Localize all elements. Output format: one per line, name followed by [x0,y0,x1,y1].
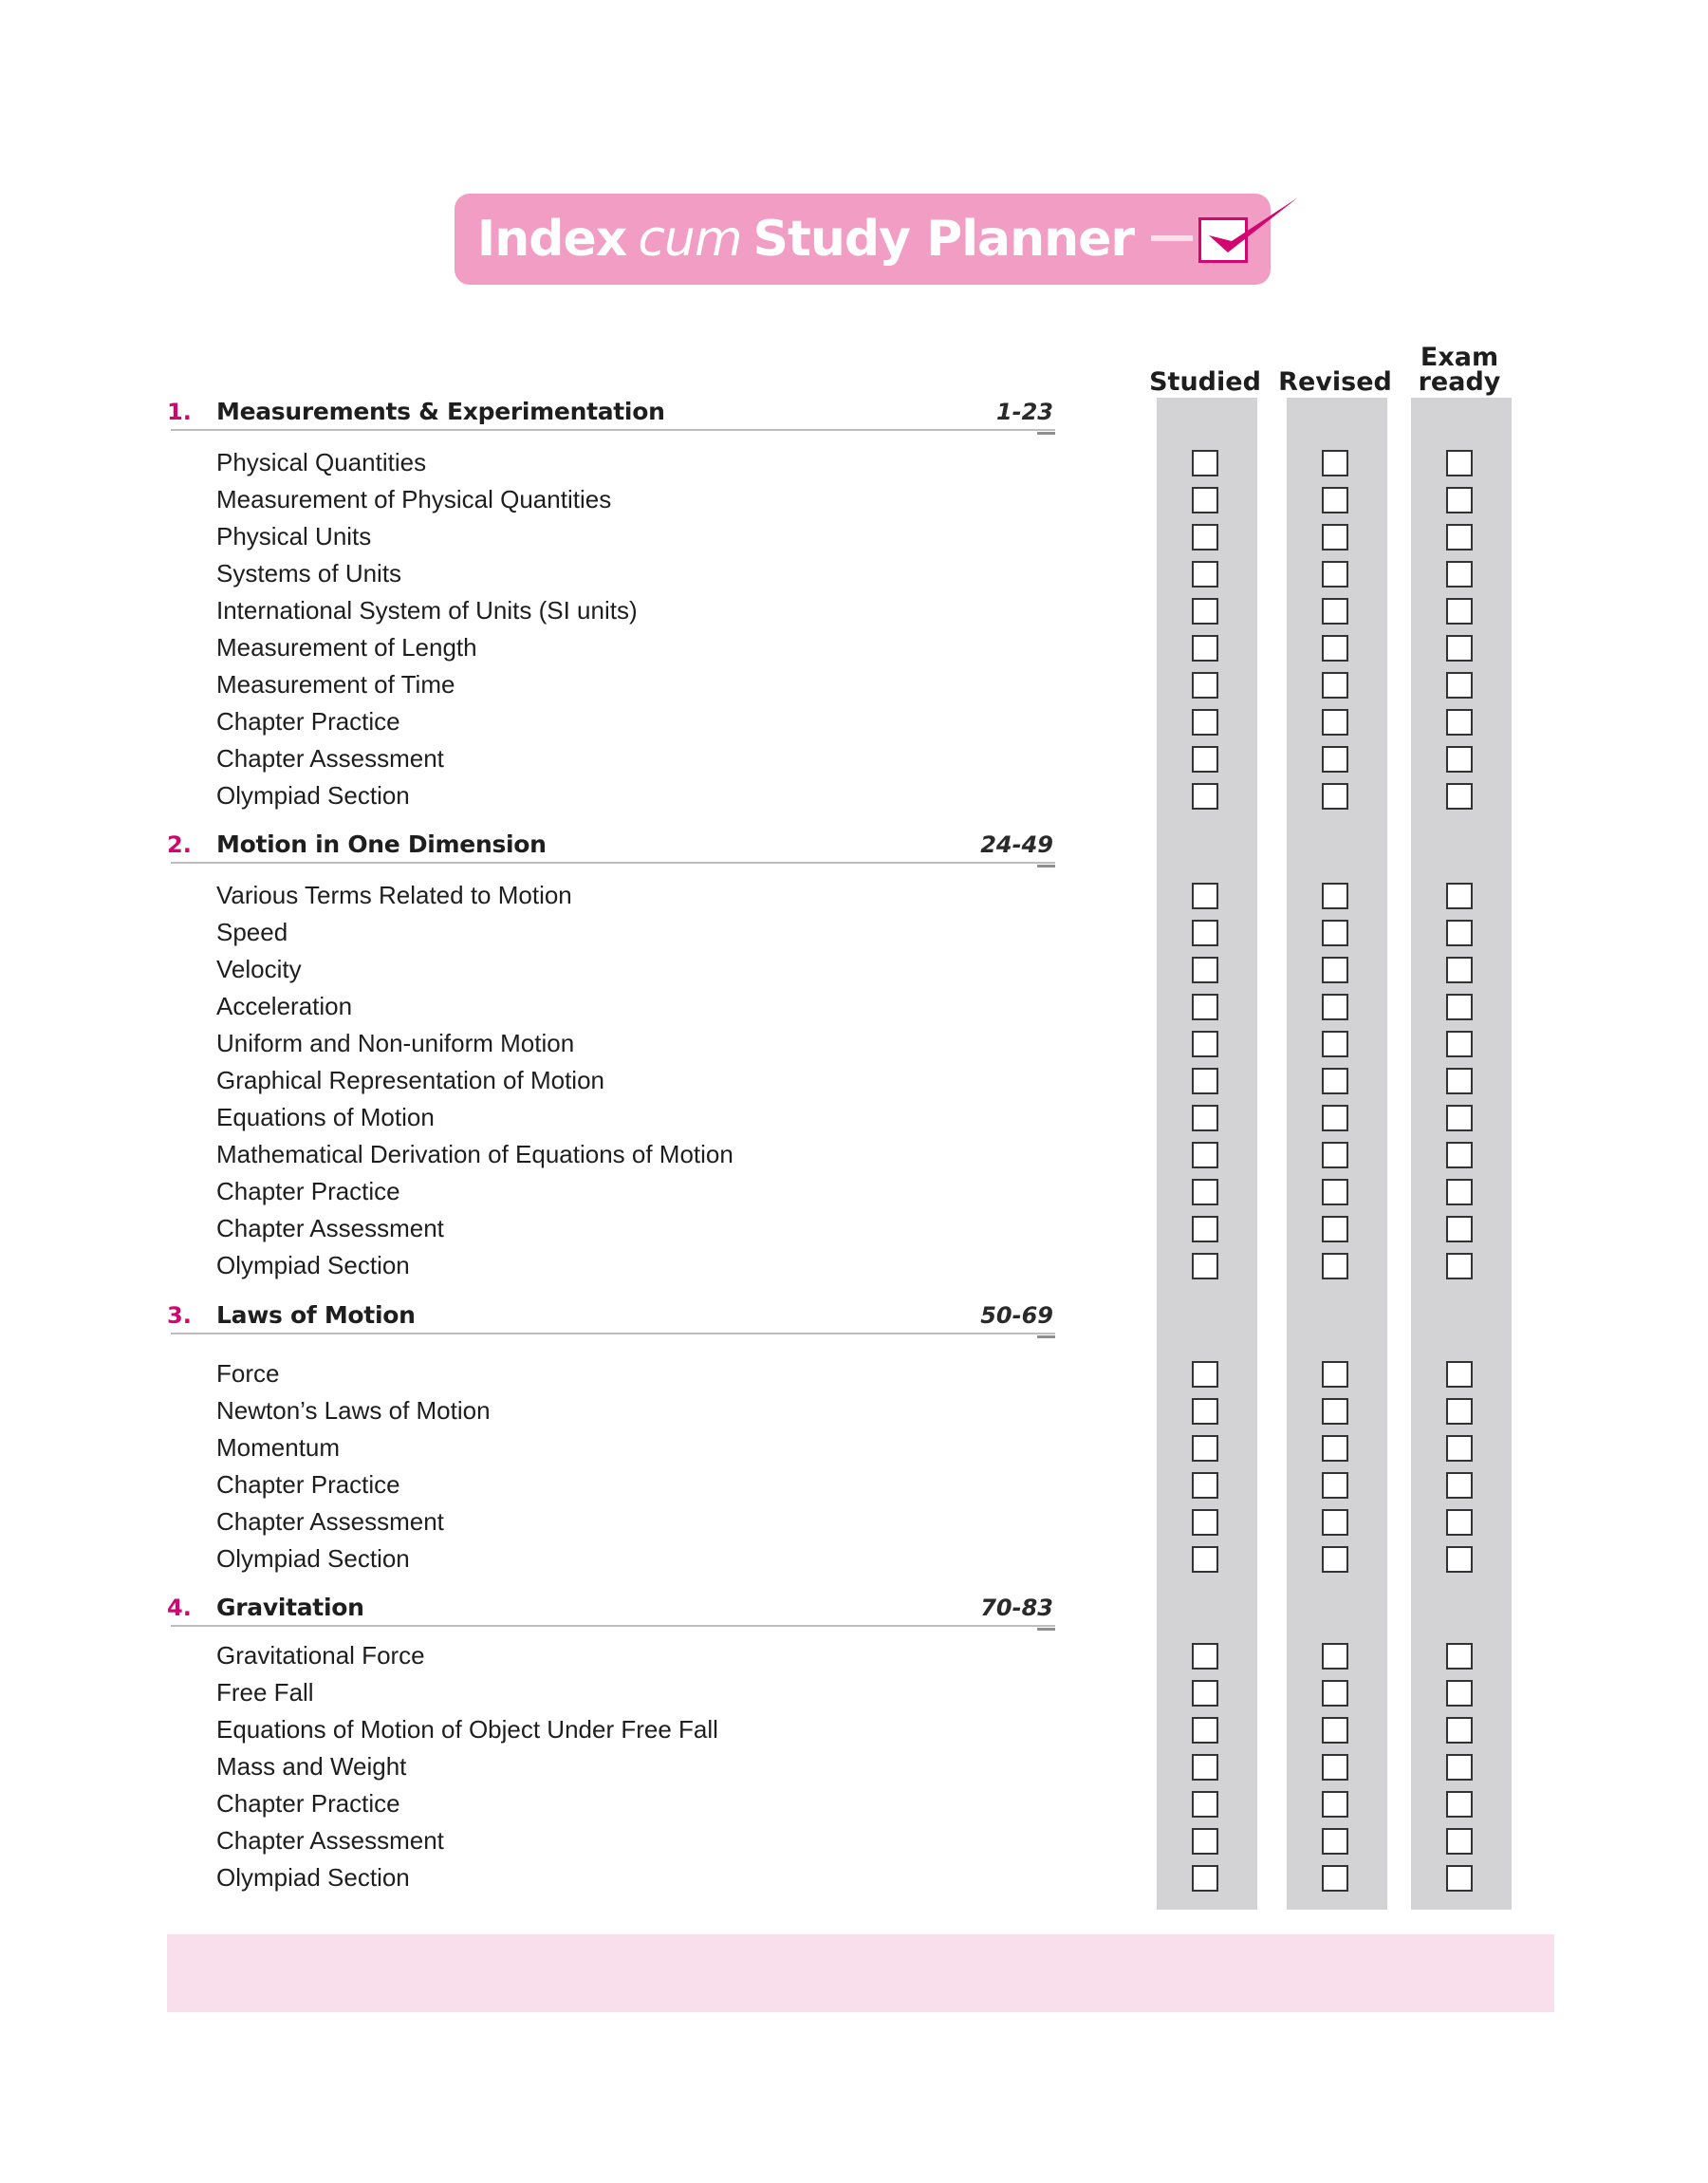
studied-checkbox[interactable] [1192,1546,1218,1573]
topic-item: Physical Units [216,522,372,550]
studied-checkbox[interactable] [1192,1643,1218,1670]
topic-item: Mathematical Derivation of Equations of Motion [216,1140,733,1168]
revised-checkbox[interactable] [1322,1361,1348,1388]
studied-checkbox[interactable] [1192,487,1218,513]
revised-checkbox[interactable] [1322,1216,1348,1242]
topic-item: Measurement of Physical Quantities [216,485,612,513]
chapter-divider [171,1333,1055,1334]
exam-ready-checkbox[interactable] [1446,1509,1473,1536]
topic-item: Mass and Weight [216,1752,407,1781]
exam-ready-checkbox[interactable] [1446,487,1473,513]
studied-checkbox[interactable] [1192,746,1218,773]
studied-checkbox[interactable] [1192,1031,1218,1057]
topic-item: Physical Quantities [216,448,427,476]
revised-checkbox[interactable] [1322,524,1348,550]
exam-ready-checkbox[interactable] [1446,957,1473,983]
revised-checkbox[interactable] [1322,635,1348,662]
exam-ready-checkbox[interactable] [1446,1068,1473,1094]
topic-item: Measurement of Time [216,670,455,699]
revised-checkbox[interactable] [1322,1435,1348,1462]
revised-checkbox[interactable] [1322,1398,1348,1425]
studied-checkbox[interactable] [1192,920,1218,946]
exam-ready-checkbox[interactable] [1446,1142,1473,1168]
topic-item: Acceleration [216,992,353,1020]
page-title [477,211,1248,268]
topic-item: Olympiad Section [216,781,410,810]
exam-ready-checkbox[interactable] [1446,1253,1473,1279]
topic-item: International System of Units (SI units) [216,596,638,625]
topic-item: Velocity [216,955,302,983]
checkmark-in-box-icon [1198,217,1248,263]
exam-ready-checkbox[interactable] [1446,1865,1473,1892]
revised-checkbox[interactable] [1322,561,1348,588]
exam-ready-checkbox[interactable] [1446,1546,1473,1573]
topic-item: Various Terms Related to Motion [216,881,572,909]
studied-checkbox[interactable] [1192,1105,1218,1131]
topic-item: Chapter Assessment [216,1507,444,1536]
studied-checkbox[interactable] [1192,1472,1218,1499]
revised-checkbox[interactable] [1322,1253,1348,1279]
revised-checkbox[interactable] [1322,672,1348,699]
revised-checkbox[interactable] [1322,1791,1348,1818]
studied-checkbox[interactable] [1192,635,1218,662]
studied-checkbox[interactable] [1192,1253,1218,1279]
revised-checkbox[interactable] [1322,783,1348,810]
topic-item: Chapter Practice [216,1177,400,1205]
revised-checkbox[interactable] [1322,1179,1348,1205]
topic-item: Olympiad Section [216,1863,410,1892]
exam-ready-checkbox[interactable] [1446,1031,1473,1057]
studied-checkbox[interactable] [1192,1680,1218,1707]
topic-item: Chapter Assessment [216,1826,444,1855]
revised-checkbox[interactable] [1322,1865,1348,1892]
studied-checkbox[interactable] [1192,450,1218,476]
chapter-number: 1. [167,399,192,425]
topic-item: Uniform and Non-uniform Motion [216,1029,575,1057]
exam-ready-checkbox[interactable] [1446,1361,1473,1388]
revised-checkbox[interactable] [1322,1754,1348,1781]
studied-checkbox[interactable] [1192,1216,1218,1242]
title-dash [1151,235,1193,241]
title-banner [455,194,1271,285]
topic-item: Force [216,1359,280,1388]
topic-item: Equations of Motion of Object Under Free Fall [216,1715,718,1744]
studied-checkbox[interactable] [1192,994,1218,1020]
exam-ready-checkbox[interactable] [1446,1435,1473,1462]
studied-checkbox[interactable] [1192,561,1218,588]
studied-checkbox[interactable] [1192,1865,1218,1892]
chapter-title: Laws of Motion [216,1301,416,1329]
title-part-cum: cum [638,211,742,268]
studied-checkbox[interactable] [1192,1828,1218,1855]
chapter-divider-mark [1037,865,1055,868]
revised-checkbox[interactable] [1322,1680,1348,1707]
revised-checkbox[interactable] [1322,1068,1348,1094]
revised-checkbox[interactable] [1322,883,1348,909]
studied-checkbox[interactable] [1192,1717,1218,1744]
studied-checkbox[interactable] [1192,524,1218,550]
chapter-divider [171,429,1055,431]
revised-checkbox[interactable] [1322,994,1348,1020]
revised-checkbox[interactable] [1322,1643,1348,1670]
exam-ready-checkbox[interactable] [1446,920,1473,946]
chapter-number: 3. [167,1302,192,1329]
chapter-title: Gravitation [216,1594,364,1621]
topic-item: Measurement of Length [216,633,477,662]
exam-ready-checkbox[interactable] [1446,598,1473,625]
topic-item: Free Fall [216,1678,314,1707]
column-heading-studied: Studied [1149,367,1261,397]
chapter-divider-mark [1037,432,1055,435]
studied-checkbox[interactable] [1192,1435,1218,1462]
topic-item: Graphical Representation of Motion [216,1066,605,1094]
exam-ready-checkbox[interactable] [1446,1680,1473,1707]
chapter-divider [171,862,1055,864]
revised-checkbox[interactable] [1322,957,1348,983]
column-heading-revised: Revised [1278,367,1392,397]
studied-checkbox[interactable] [1192,709,1218,736]
studied-checkbox[interactable] [1192,1398,1218,1425]
topic-item: Speed [216,918,288,946]
chapter-divider [171,1625,1055,1627]
exam-ready-checkbox[interactable] [1446,561,1473,588]
exam-ready-checkbox[interactable] [1446,1791,1473,1818]
topic-item: Momentum [216,1433,341,1462]
revised-checkbox[interactable] [1322,450,1348,476]
title-part-index: Index [476,211,627,268]
revised-checkbox[interactable] [1322,920,1348,946]
chapter-number: 2. [167,831,192,858]
revised-checkbox[interactable] [1322,1142,1348,1168]
chapter-number: 4. [167,1595,192,1621]
studied-checkbox[interactable] [1192,672,1218,699]
revised-checkbox[interactable] [1322,1546,1348,1573]
studied-checkbox[interactable] [1192,1068,1218,1094]
revised-checkbox[interactable] [1322,709,1348,736]
exam-ready-checkbox[interactable] [1446,635,1473,662]
revised-checkbox[interactable] [1322,746,1348,773]
chapter-divider-mark [1037,1628,1055,1631]
studied-checkbox[interactable] [1192,1509,1218,1536]
revised-checkbox[interactable] [1322,1472,1348,1499]
revised-checkbox[interactable] [1322,598,1348,625]
studied-checkbox[interactable] [1192,883,1218,909]
title-part-study-planner: Study Planner [752,211,1135,268]
studied-checkbox[interactable] [1192,1754,1218,1781]
revised-checkbox[interactable] [1322,1717,1348,1744]
studied-checkbox[interactable] [1192,1361,1218,1388]
revised-checkbox[interactable] [1322,487,1348,513]
revised-checkbox[interactable] [1322,1828,1348,1855]
exam-ready-checkbox[interactable] [1446,524,1473,550]
topic-item: Systems of Units [216,559,402,588]
topic-item: Chapter Practice [216,1789,400,1818]
revised-checkbox[interactable] [1322,1031,1348,1057]
exam-ready-checkbox[interactable] [1446,672,1473,699]
topic-item: Chapter Practice [216,707,400,736]
studied-checkbox[interactable] [1192,1179,1218,1205]
revised-checkbox[interactable] [1322,1105,1348,1131]
studied-checkbox[interactable] [1192,1791,1218,1818]
chapter-title: Motion in One Dimension [216,830,547,858]
exam-ready-checkbox[interactable] [1446,1216,1473,1242]
studied-checkbox[interactable] [1192,957,1218,983]
exam-ready-checkbox[interactable] [1446,783,1473,810]
topic-item: Olympiad Section [216,1544,410,1573]
exam-ready-checkbox[interactable] [1446,1179,1473,1205]
chapter-page-range: 50-69 [980,1302,1053,1329]
studied-checkbox[interactable] [1192,1142,1218,1168]
exam-ready-checkbox[interactable] [1446,994,1473,1020]
exam-ready-checkbox[interactable] [1446,746,1473,773]
chapter-page-range: 70-83 [980,1595,1053,1621]
topic-item: Gravitational Force [216,1641,425,1670]
exam-ready-checkbox[interactable] [1446,1828,1473,1855]
chapter-page-range: 1-23 [995,399,1053,425]
topic-item: Equations of Motion [216,1103,435,1131]
column-heading-exam-ready: Exam ready [1418,343,1501,397]
revised-checkbox[interactable] [1322,1509,1348,1536]
topic-item: Newton’s Laws of Motion [216,1396,491,1425]
chapter-title: Measurements & Experimentation [216,398,665,425]
exam-ready-checkbox[interactable] [1446,450,1473,476]
studied-checkbox[interactable] [1192,783,1218,810]
exam-ready-checkbox[interactable] [1446,1472,1473,1499]
exam-ready-checkbox[interactable] [1446,1643,1473,1670]
topic-item: Chapter Assessment [216,744,444,773]
exam-ready-checkbox[interactable] [1446,1398,1473,1425]
studied-checkbox[interactable] [1192,598,1218,625]
exam-ready-checkbox[interactable] [1446,1105,1473,1131]
chapter-page-range: 24-49 [980,831,1053,858]
exam-ready-checkbox[interactable] [1446,883,1473,909]
chapter-divider-mark [1037,1335,1055,1338]
footer-band [167,1934,1554,2012]
topic-item: Chapter Practice [216,1470,400,1499]
topic-item: Olympiad Section [216,1251,410,1279]
exam-ready-checkbox[interactable] [1446,1717,1473,1744]
topic-item: Chapter Assessment [216,1214,444,1242]
exam-ready-checkbox[interactable] [1446,1754,1473,1781]
exam-ready-checkbox[interactable] [1446,709,1473,736]
